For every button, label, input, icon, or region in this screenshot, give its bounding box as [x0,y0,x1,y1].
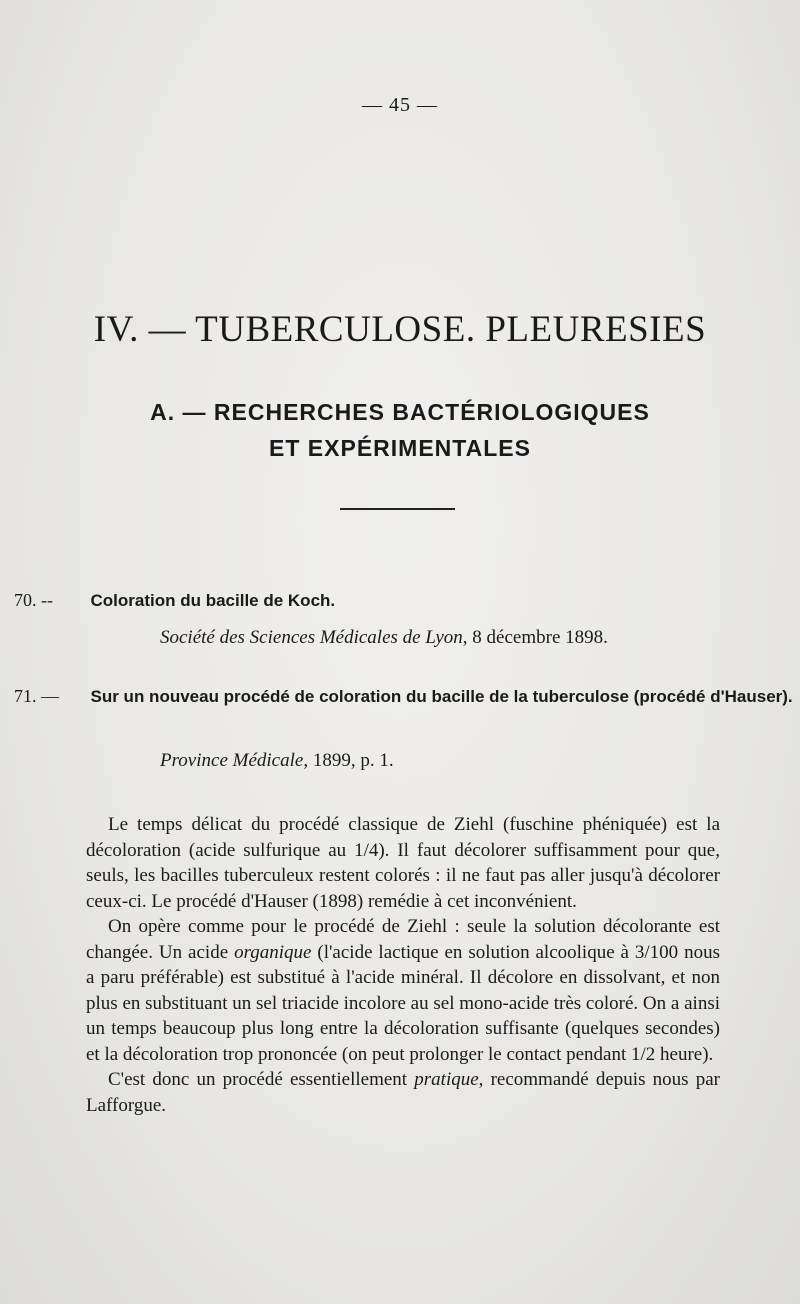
paragraph-3-emphasis: pratique [414,1069,479,1090]
section-title-line1: A. — RECHERCHES BACTÉRIOLOGIQUES [150,399,650,425]
body-text [86,812,720,1118]
source-date: , 8 décembre 1898. [462,627,608,648]
entry-title-suffix: (procédé d'Hauser). [628,687,793,706]
source-journal: Société des Sciences Médicales de Lyon [160,627,463,648]
entry-title: Coloration du bacille de Koch. [90,591,336,610]
source-journal: Province Médicale [160,750,304,771]
section-title [0,394,800,466]
section-divider [340,508,455,510]
section-title-line2: ET EXPÉRIMENTALES [269,435,531,461]
chapter-title: IV. — TUBERCULOSE. PLEURESIES [93,309,707,350]
bibliography-entry-71: 71. — Sur un nouveau procédé de coloration du bacille de la tuberculose (procédé d'Hauser). [14,686,793,706]
paragraph-3-b: , recommandé depuis nous par Lafforgue. [86,1069,720,1116]
entry-source-71 [160,750,394,772]
paragraph-3 [86,1067,720,1118]
paragraph-2-emphasis: organique [234,941,312,963]
paragraph-2 [86,914,720,1067]
paragraph-3-a: C'est donc un procédé essentiellement [108,1069,415,1090]
paragraph-2-b: (l'acide lactique en solution alcoolique à 3/100 nous a paru préférable) est substitué à l'acide minéral. Il décolore en dissolvant, et non plus en substituant un sel triacide incolore au sel mono-acide très coloré. On a ainsi un temps beaucoup plus long entre la décoloration suffisante (quelques secondes) et la décoloration trop prononcée (on peut prolonger le contact pendant 1/2 heure). [86,941,720,1065]
source-date: , 1899, p. 1. [303,750,394,771]
page-number: — 45 — [362,94,438,116]
entry-source-70 [160,627,608,649]
paragraph-2-a: On opère comme pour le procédé de Ziehl : seule la solution décolorante est changée. Un acide [86,916,720,963]
entry-title: Sur un nouveau procédé de coloration du bacille de la tuberculose [90,687,629,706]
bibliography-entry-70: 70. -- Coloration du bacille de Koch. [14,590,336,610]
paragraph-1: Le temps délicat du procédé classique de Ziehl (fuschine phéniquée) est la décoloration (acide sulfurique au 1/4). Il faut décolorer suffisamment pour que, seuls, les bacilles tuberculeux restent colorés : il ne faut pas aller jusqu'à décolorer ceux-ci. Le procédé d'Hauser (1898) remédie à cet inconvénient. [86,814,720,912]
